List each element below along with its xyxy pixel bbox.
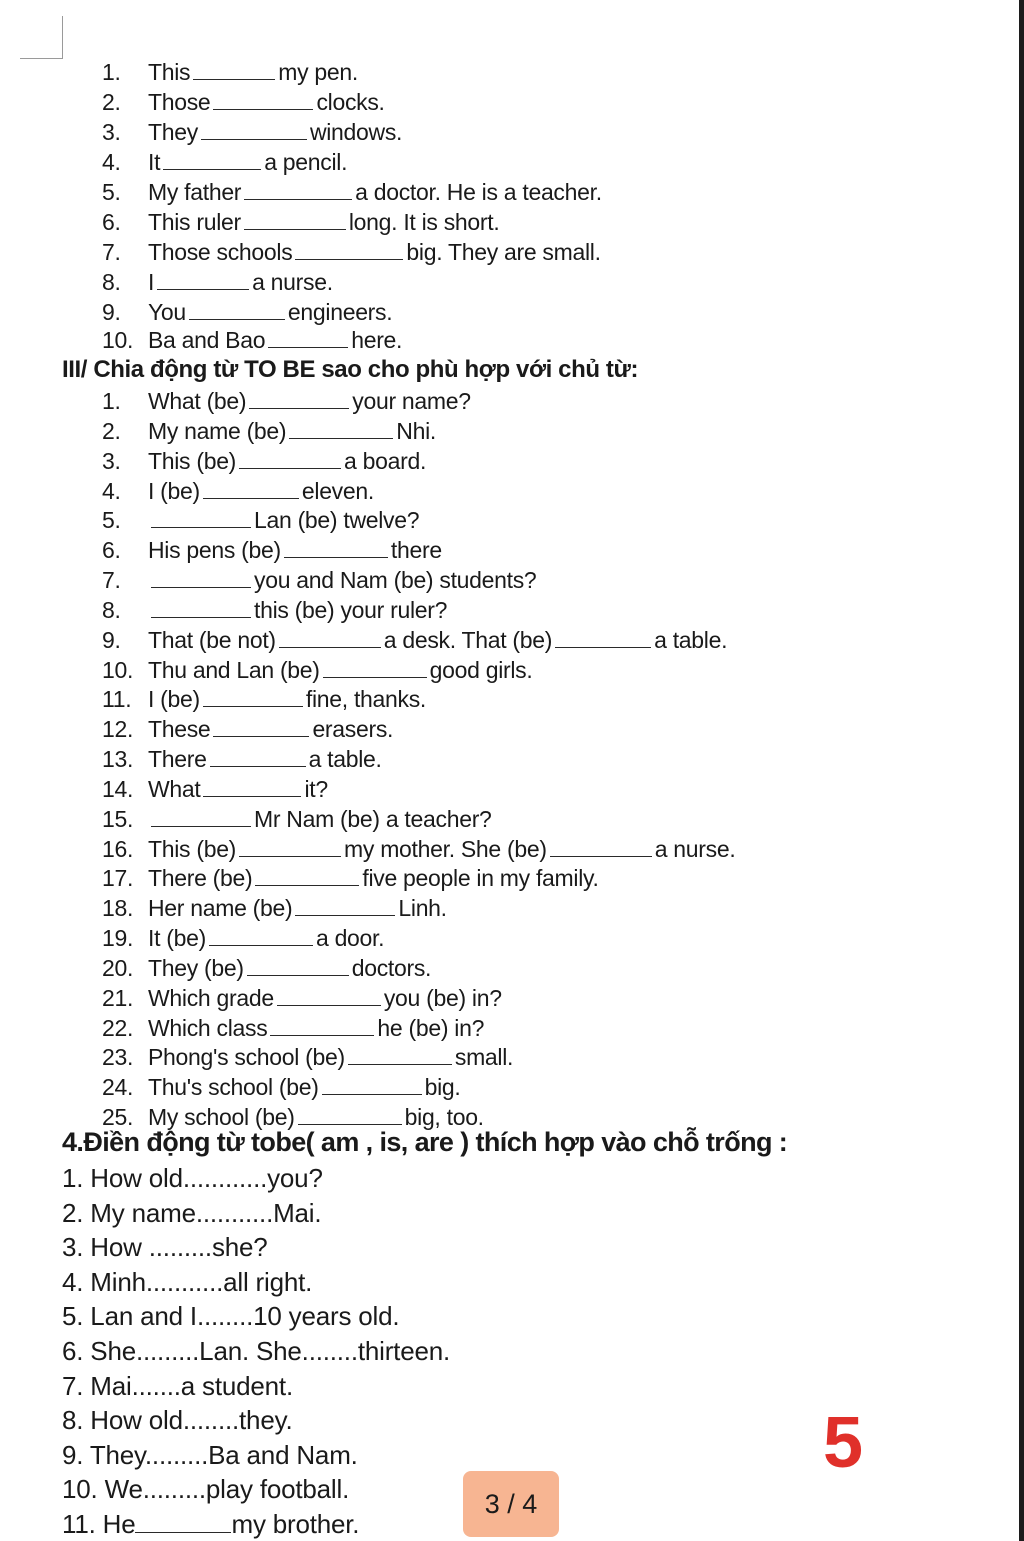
item-ending: erasers. <box>312 716 394 743</box>
answer-blank <box>247 957 349 976</box>
item-ending: five people in my family. <box>362 865 599 892</box>
item-ending: he (be) in? <box>377 1014 485 1041</box>
item-ending: my brother. <box>231 1509 360 1539</box>
fill-in-line <box>102 835 735 863</box>
item-number: 7. <box>102 567 121 594</box>
answer-blank <box>555 629 651 648</box>
item-prompt: This (be) <box>148 447 237 474</box>
item-number: 14. <box>102 775 134 802</box>
item-ending: you and Nam (be) students? <box>254 567 537 594</box>
item-number: 21. <box>102 984 134 1011</box>
item-number: 10. <box>102 327 134 353</box>
item-continuation: a pencil. <box>264 149 348 175</box>
item-prompt: Phong's school (be) <box>148 1044 345 1071</box>
item-prompt: It <box>148 149 161 175</box>
item-continuation: clocks. <box>316 89 385 115</box>
fill-in-line <box>102 178 602 206</box>
fill-in-line <box>102 326 402 354</box>
fill-in-line <box>102 954 431 982</box>
fill-in-line <box>102 118 402 146</box>
item-ending: you (be) in? <box>383 984 502 1011</box>
item-number: 17. <box>102 865 134 892</box>
item-continuation: a doctor. He is a teacher. <box>355 179 602 205</box>
item-continuation: engineers. <box>287 299 393 325</box>
item-prompt: Those schools <box>148 239 293 265</box>
item-continuation: windows. <box>309 119 403 145</box>
fill-in-line <box>102 566 536 594</box>
page-indicator: 3 / 4 <box>463 1471 559 1537</box>
item-number: 3. <box>102 447 121 474</box>
answer-blank <box>203 778 301 797</box>
fill-in-line <box>62 1510 359 1538</box>
item-prompt: What <box>148 775 201 802</box>
item-number: 11. <box>102 686 132 713</box>
item-number: 4. <box>102 477 121 504</box>
item-ending: it? <box>304 775 328 802</box>
answer-blank <box>244 181 352 200</box>
fill-in-line <box>102 1043 513 1071</box>
item-prompt: Her name (be) <box>148 895 293 922</box>
item-ending: eleven. <box>301 477 374 504</box>
item-continuation: a nurse. <box>252 269 333 295</box>
item-prompt: This (be) <box>148 835 237 862</box>
answer-blank <box>323 659 427 678</box>
fill-in-line <box>102 984 502 1012</box>
item-prompt: Which class <box>148 1014 268 1041</box>
item-number: 23. <box>102 1044 134 1071</box>
item-prompt: This <box>148 59 191 85</box>
answer-blank <box>213 718 309 737</box>
fill-in-line <box>102 88 385 116</box>
item-number: 6. <box>102 209 121 235</box>
answer-blank <box>295 897 395 916</box>
item-number: 16. <box>102 835 134 862</box>
fill-in-line <box>102 805 492 833</box>
fill-in-line <box>102 685 426 713</box>
item-ending: fine, thanks. <box>305 686 427 713</box>
item-number: 2. <box>102 89 121 115</box>
item-ending: Mr Nam (be) a teacher? <box>254 805 492 832</box>
item-number: 4. <box>102 149 121 175</box>
answer-blank <box>193 61 275 80</box>
item-ending: big, too. <box>404 1104 484 1131</box>
answer-blank <box>322 1076 422 1095</box>
answer-blank <box>151 808 251 827</box>
item-ending: doctors. <box>351 954 432 981</box>
item-continuation: my mother. She (be) <box>344 835 547 862</box>
item-prompt: These <box>148 716 211 743</box>
item-prompt: I (be) <box>148 686 200 713</box>
item-prompt: My name (be) <box>148 417 287 444</box>
answer-blank <box>348 1046 452 1065</box>
fill-in-line <box>102 298 392 326</box>
fill-in-line <box>102 626 727 654</box>
item-continuation: here. <box>351 327 403 353</box>
item-ending: a door. <box>315 925 385 952</box>
fill-in-line <box>102 268 333 296</box>
item-number: 15. <box>102 805 134 832</box>
answer-blank <box>255 867 359 886</box>
answer-blank <box>189 301 285 320</box>
item-prompt: What (be) <box>148 388 247 414</box>
item-number: 6. <box>102 537 121 564</box>
item-prompt: That (be not) <box>148 626 276 653</box>
item-prompt: Which grade <box>148 984 274 1011</box>
dotted-fill-line: 4. Minh...........all right. <box>62 1266 313 1297</box>
answer-blank <box>270 1017 374 1036</box>
answer-blank <box>239 838 341 857</box>
item-prompt: You <box>148 299 186 325</box>
fill-in-line <box>102 596 447 624</box>
answer-blank <box>295 241 403 260</box>
item-ending: a table. <box>654 626 728 653</box>
item-prompt: This ruler <box>148 209 241 235</box>
answer-blank <box>289 420 393 439</box>
fill-in-line <box>102 208 499 236</box>
dotted-fill-line: 9. They.........Ba and Nam. <box>62 1439 358 1470</box>
red-number-mark: 5 <box>823 1403 864 1483</box>
item-prompt: It (be) <box>148 925 206 952</box>
item-continuation: a desk. That (be) <box>383 626 553 653</box>
item-number: 7. <box>102 239 121 265</box>
answer-blank <box>151 509 251 528</box>
item-number: 10. <box>102 656 134 683</box>
answer-blank <box>213 91 313 110</box>
answer-blank <box>151 569 251 588</box>
fill-in-line <box>102 477 374 505</box>
answer-blank <box>135 1514 231 1533</box>
item-ending: big. <box>424 1074 461 1101</box>
fill-in-line <box>102 775 328 803</box>
item-ending: a board. <box>344 447 427 474</box>
item-prompt: They <box>148 119 198 145</box>
fill-in-line <box>102 1014 484 1042</box>
item-prompt: There (be) <box>148 865 253 892</box>
fill-in-line <box>102 1073 460 1101</box>
item-continuation: my pen. <box>278 59 358 85</box>
item-continuation: big. They are small. <box>406 239 601 265</box>
item-number: 1. <box>102 388 121 414</box>
item-number: 9. <box>102 299 121 325</box>
answer-blank <box>151 599 251 618</box>
answer-blank <box>203 688 303 707</box>
item-number: 2. <box>102 417 121 444</box>
fill-in-line <box>102 894 447 922</box>
answer-blank <box>298 1106 402 1125</box>
item-ending: small. <box>454 1044 514 1071</box>
item-prompt: Thu's school (be) <box>148 1074 319 1101</box>
item-prompt: His pens (be) <box>148 537 281 564</box>
answer-blank <box>268 329 348 348</box>
item-prompt: I (be) <box>148 477 200 504</box>
item-continuation: long. It is short. <box>348 209 500 235</box>
dotted-fill-line: 5. Lan and I........10 years old. <box>62 1301 400 1332</box>
fill-in-line <box>102 58 358 86</box>
item-ending: a nurse. <box>654 835 736 862</box>
answer-blank <box>210 748 306 767</box>
fill-in-line <box>102 506 419 534</box>
answer-blank <box>209 927 313 946</box>
item-prompt: Thu and Lan (be) <box>148 656 320 683</box>
item-number: 1. <box>102 59 121 85</box>
dotted-fill-line: 7. Mai.......a student. <box>62 1370 293 1401</box>
answer-blank <box>284 539 388 558</box>
item-number: 22. <box>102 1014 134 1041</box>
item-number: 12. <box>102 716 134 743</box>
dotted-fill-line: 6. She.........Lan. She........thirteen. <box>62 1336 451 1366</box>
item-number: 13. <box>102 746 134 773</box>
item-prompt: 11. He <box>62 1509 136 1539</box>
item-number: 5. <box>102 507 121 534</box>
fill-in-line <box>102 745 382 773</box>
answer-blank <box>239 450 341 469</box>
fill-in-line <box>102 864 599 892</box>
item-ending: your name? <box>352 388 471 414</box>
item-number: 5. <box>102 179 121 205</box>
item-ending: a table. <box>308 746 382 773</box>
item-number: 3. <box>102 119 121 145</box>
fill-in-line <box>102 924 384 952</box>
section-heading: 4.Điền động từ tobe( am , is, are ) thích hợp vào chỗ trống : <box>62 1127 788 1157</box>
item-prompt: Those <box>148 89 211 115</box>
item-prompt: Ba and Bao <box>148 327 266 353</box>
item-number: 9. <box>102 626 121 653</box>
item-ending: Lan (be) twelve? <box>254 507 420 534</box>
answer-blank <box>157 271 249 290</box>
fill-in-line <box>102 656 532 684</box>
item-number: 24. <box>102 1074 134 1101</box>
fill-in-line <box>102 447 426 475</box>
answer-blank <box>163 151 261 170</box>
answer-blank <box>201 121 307 140</box>
fill-in-line <box>102 715 393 743</box>
dotted-fill-line: 3. How .........she? <box>62 1232 268 1263</box>
answer-blank <box>550 838 652 857</box>
item-number: 8. <box>102 596 121 623</box>
answer-blank <box>244 211 346 230</box>
fill-in-line <box>102 536 442 564</box>
fill-in-line <box>102 417 436 445</box>
section-heading: III/ Chia động từ TO BE sao cho phù hợp với chủ từ: <box>62 356 639 383</box>
item-prompt: I <box>148 269 155 295</box>
item-prompt: My school (be) <box>148 1104 295 1131</box>
answer-blank <box>203 480 299 499</box>
dotted-fill-line: 2. My name...........Mai. <box>62 1197 322 1228</box>
item-number: 19. <box>102 925 134 952</box>
dotted-fill-line: 10. We.........play football. <box>62 1474 350 1505</box>
item-ending: there <box>390 537 442 564</box>
answer-blank <box>277 987 381 1006</box>
corner-mark <box>20 16 63 59</box>
answer-blank <box>279 629 381 648</box>
item-number: 18. <box>102 895 134 922</box>
fill-in-line <box>102 387 471 415</box>
fill-in-line <box>102 238 601 266</box>
answer-blank <box>249 390 349 409</box>
dotted-fill-line: 1. How old............you? <box>62 1163 323 1193</box>
item-number: 25. <box>102 1104 134 1131</box>
item-ending: this (be) your ruler? <box>254 596 448 623</box>
item-ending: Linh. <box>398 895 447 922</box>
item-number: 8. <box>102 269 121 295</box>
item-ending: good girls. <box>429 656 533 683</box>
fill-in-line <box>102 148 347 176</box>
item-number: 20. <box>102 954 134 981</box>
item-prompt: There <box>148 746 207 773</box>
item-prompt: My father <box>148 179 242 205</box>
page-edge <box>1019 0 1024 1541</box>
item-prompt: They (be) <box>148 954 244 981</box>
item-ending: Nhi. <box>396 417 436 444</box>
dotted-fill-line: 8. How old........they. <box>62 1405 293 1436</box>
